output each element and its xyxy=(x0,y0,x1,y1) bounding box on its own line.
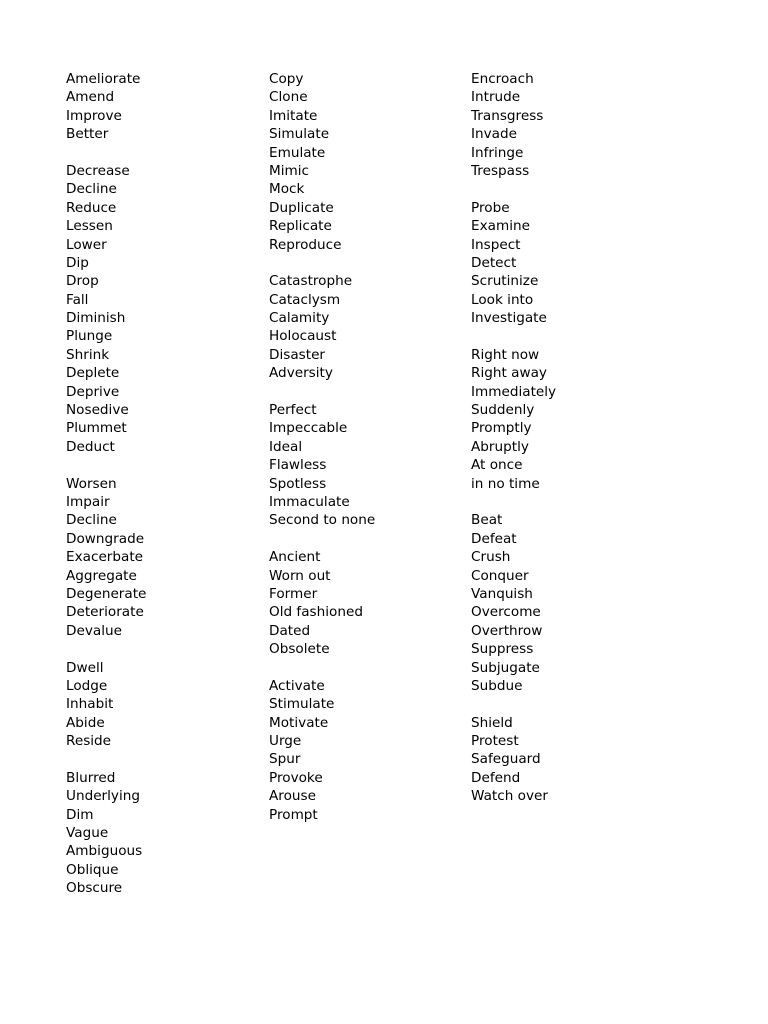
synonym-word: Watch over xyxy=(471,788,548,805)
synonym-word: Impair xyxy=(66,493,110,510)
synonym-word: Obscure xyxy=(66,880,123,897)
synonym-word: Calamity xyxy=(269,310,330,327)
synonym-word: Urge xyxy=(269,733,302,750)
synonym-word: Downgrade xyxy=(66,530,145,547)
synonym-word: Cataclysm xyxy=(269,291,341,308)
synonym-word: Dip xyxy=(66,254,89,271)
synonym-group xyxy=(269,548,459,658)
synonym-word: Detect xyxy=(471,254,517,271)
synonym-word: Spotless xyxy=(269,475,327,492)
synonym-group xyxy=(66,475,256,641)
synonym-word: Investigate xyxy=(471,310,547,327)
synonym-word: Second to none xyxy=(269,512,376,529)
synonym-word: in no time xyxy=(471,475,540,492)
synonym-word: Suddenly xyxy=(471,402,535,419)
synonym-word: Look into xyxy=(471,291,534,308)
synonym-group xyxy=(471,199,661,328)
synonym-group xyxy=(66,769,256,898)
synonym-word: Immaculate xyxy=(269,493,350,510)
synonym-word: Simulate xyxy=(269,126,330,143)
synonym-word: Mock xyxy=(269,181,305,198)
synonym-word: Decline xyxy=(66,181,117,198)
synonym-group xyxy=(471,346,661,493)
word-column-1 xyxy=(66,70,256,916)
synonym-word: Right away xyxy=(471,365,547,382)
synonym-word: Shrink xyxy=(66,346,110,363)
synonym-word: Amend xyxy=(66,89,115,106)
synonym-word: Overcome xyxy=(471,604,541,621)
synonym-word: Plunge xyxy=(66,328,113,345)
synonym-word: Flawless xyxy=(269,457,327,474)
synonym-word: Vague xyxy=(66,825,109,842)
synonym-word: Dated xyxy=(269,622,311,639)
synonym-word: Clone xyxy=(269,89,308,106)
synonym-word: Subjugate xyxy=(471,659,540,676)
synonym-word: Mimic xyxy=(269,162,309,179)
synonym-word: Diminish xyxy=(66,310,126,327)
synonym-word: Right now xyxy=(471,346,540,363)
synonym-word: Protest xyxy=(471,733,519,750)
synonym-word: Trespass xyxy=(471,162,530,179)
synonym-word: Stimulate xyxy=(269,696,335,713)
synonym-word: Oblique xyxy=(66,861,119,878)
synonym-word: Scrutinize xyxy=(471,273,539,290)
synonym-word: Degenerate xyxy=(66,585,147,602)
synonym-word: Catastrophe xyxy=(269,273,353,290)
synonym-word: Conquer xyxy=(471,567,529,584)
synonym-word: Disaster xyxy=(269,346,326,363)
synonym-word: Provoke xyxy=(269,769,323,786)
synonym-word: Deplete xyxy=(66,365,120,382)
synonym-word: Inhabit xyxy=(66,696,114,713)
synonym-group xyxy=(269,272,459,382)
synonym-word: Overthrow xyxy=(471,622,543,639)
synonym-word: Deprive xyxy=(66,383,120,400)
synonym-word: Decrease xyxy=(66,162,130,179)
synonym-word: Devalue xyxy=(66,622,122,639)
synonym-word: Vanquish xyxy=(471,585,533,602)
synonym-word: Arouse xyxy=(269,788,316,805)
synonym-word: Improve xyxy=(66,107,122,124)
synonym-word: Intrude xyxy=(471,89,521,106)
synonym-word: Ancient xyxy=(269,549,321,566)
synonym-word: Ambiguous xyxy=(66,843,143,860)
synonym-word: Better xyxy=(66,126,109,143)
synonym-word: Infringe xyxy=(471,144,524,161)
synonym-word: Defend xyxy=(471,769,521,786)
synonym-word: Worsen xyxy=(66,475,117,492)
synonym-word: Promptly xyxy=(471,420,532,437)
synonym-word: Former xyxy=(269,585,318,602)
synonym-word: Transgress xyxy=(471,107,544,124)
synonym-group xyxy=(66,659,256,751)
synonym-word: Inspect xyxy=(471,236,521,253)
synonym-word: Subdue xyxy=(471,677,523,694)
synonym-word: Nosedive xyxy=(66,402,129,419)
synonym-word: Dim xyxy=(66,806,94,823)
synonym-word: Abide xyxy=(66,714,105,731)
synonym-word: Copy xyxy=(269,71,304,87)
synonym-word: Lower xyxy=(66,236,107,253)
synonym-word: Activate xyxy=(269,677,325,694)
synonym-word: Old fashioned xyxy=(269,604,363,621)
synonym-word: Lessen xyxy=(66,218,113,235)
synonym-word: Prompt xyxy=(269,806,318,823)
synonym-word: Ameliorate xyxy=(66,71,141,87)
synonym-word: Adversity xyxy=(269,365,333,382)
synonym-word: Safeguard xyxy=(471,751,541,768)
synonym-word: Reduce xyxy=(66,199,117,216)
synonym-word: Deduct xyxy=(66,438,115,455)
synonym-word: Shield xyxy=(471,714,513,731)
synonym-word: Invade xyxy=(471,126,517,143)
synonym-word: Decline xyxy=(66,512,117,529)
synonym-word: Aggregate xyxy=(66,567,137,584)
synonym-word: Fall xyxy=(66,291,89,308)
synonym-word: Immediately xyxy=(471,383,557,400)
synonym-word: Worn out xyxy=(269,567,331,584)
synonym-word: Suppress xyxy=(471,641,534,658)
synonym-word: Probe xyxy=(471,199,510,216)
synonym-word: Plummet xyxy=(66,420,127,437)
synonym-word: Encroach xyxy=(471,71,534,87)
synonym-word: Abruptly xyxy=(471,438,529,455)
synonym-group xyxy=(66,70,256,144)
synonym-word: At once xyxy=(471,457,523,474)
synonym-word: Ideal xyxy=(269,438,303,455)
synonym-word: Motivate xyxy=(269,714,329,731)
synonym-group xyxy=(471,70,661,180)
synonym-word: Exacerbate xyxy=(66,549,144,566)
synonym-word: Obsolete xyxy=(269,641,330,658)
synonym-group xyxy=(66,162,256,456)
synonym-group xyxy=(269,677,459,824)
synonym-word: Drop xyxy=(66,273,99,290)
synonym-group xyxy=(269,401,459,530)
synonym-word: Impeccable xyxy=(269,420,348,437)
synonym-word: Reproduce xyxy=(269,236,342,253)
synonym-word: Dwell xyxy=(66,659,104,676)
synonym-word: Underlying xyxy=(66,788,140,805)
synonym-word: Deteriorate xyxy=(66,604,144,621)
synonym-word: Defeat xyxy=(471,530,517,547)
synonym-word: Examine xyxy=(471,218,530,235)
synonym-word: Crush xyxy=(471,549,511,566)
synonym-group xyxy=(471,714,661,806)
synonym-word: Spur xyxy=(269,751,301,768)
synonym-word: Duplicate xyxy=(269,199,334,216)
synonym-word: Emulate xyxy=(269,144,326,161)
synonym-word: Lodge xyxy=(66,677,108,694)
word-column-3 xyxy=(471,70,661,824)
synonym-word: Reside xyxy=(66,733,112,750)
synonym-word: Beat xyxy=(471,512,503,529)
synonym-group xyxy=(471,511,661,695)
synonym-word: Replicate xyxy=(269,218,332,235)
synonym-word: Perfect xyxy=(269,402,317,419)
synonym-word: Blurred xyxy=(66,769,116,786)
word-column-2 xyxy=(269,70,459,842)
synonym-group xyxy=(269,70,459,254)
synonym-word: Holocaust xyxy=(269,328,337,345)
synonym-word: Imitate xyxy=(269,107,318,124)
